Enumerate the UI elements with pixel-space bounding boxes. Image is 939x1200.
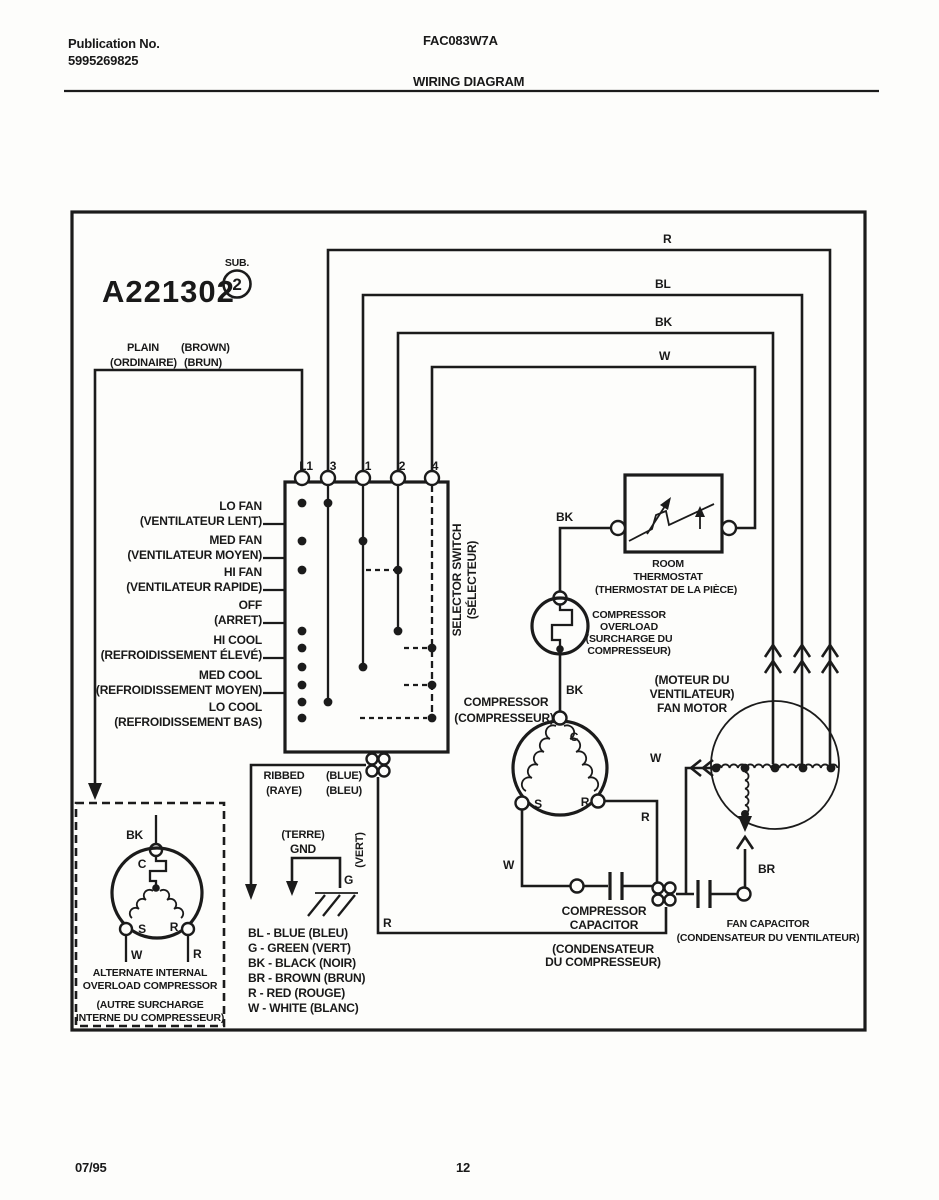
thermostat-arrow-line bbox=[647, 503, 667, 534]
contact-dot bbox=[298, 627, 307, 636]
doc-title: WIRING DIAGRAM bbox=[413, 74, 525, 89]
alternate-label-3: (AUTRE SURCHARGE bbox=[96, 999, 204, 1011]
terminal-label-1: 1 bbox=[364, 459, 372, 473]
arrowhead-plain-wire bbox=[88, 783, 102, 800]
alt-terminal-s-label: S bbox=[138, 922, 146, 936]
fan-capacitor-label-2: (CONDENSATEUR DU VENTILATEUR) bbox=[676, 932, 860, 944]
thermostat-left-terminal bbox=[611, 521, 625, 535]
compressor-c-terminal bbox=[554, 712, 567, 725]
contact-dot bbox=[298, 644, 307, 653]
wire-tag-bk-alt: BK bbox=[126, 828, 143, 842]
room-thermostat-box bbox=[625, 475, 722, 552]
selector-terminal-l1 bbox=[295, 471, 309, 485]
model-number: FAC083W7A bbox=[423, 33, 498, 48]
alternate-label-4: INTERNE DU COMPRESSEUR) bbox=[75, 1012, 225, 1024]
position-off-fr: (ARRET) bbox=[214, 613, 262, 627]
selector-terminal-3 bbox=[321, 471, 335, 485]
wire-tag-bk-thermostat: BK bbox=[556, 510, 573, 524]
comp-capacitor-terminal bbox=[571, 880, 584, 893]
ground-label-fr: (TERRE) bbox=[281, 829, 325, 841]
legend-g: G - GREEN (VERT) bbox=[248, 941, 351, 955]
contact-dot bbox=[298, 537, 307, 546]
contact-dot bbox=[394, 566, 403, 575]
terminal-label-l1: L1 bbox=[299, 459, 313, 473]
alt-junction-dot bbox=[152, 884, 160, 892]
junction-terminal bbox=[367, 754, 378, 765]
legend-bl: BL - BLUE (BLEU) bbox=[248, 926, 348, 940]
wire-tag-r: R bbox=[663, 232, 672, 246]
wire-tag-vert: (VERT) bbox=[354, 832, 366, 868]
footer-date: 07/95 bbox=[75, 1160, 107, 1175]
selector-terminal-4 bbox=[425, 471, 439, 485]
selector-name-fr: (SÉLECTEUR) bbox=[465, 540, 479, 620]
wire-w-motor bbox=[686, 768, 715, 894]
selector-terminal-1 bbox=[356, 471, 370, 485]
winding-tap-dot bbox=[799, 764, 808, 773]
arrowhead-ground-wire bbox=[286, 881, 298, 896]
overload-label-2: OVERLOAD bbox=[600, 621, 658, 633]
contact-dot bbox=[359, 663, 368, 672]
contact-dot bbox=[298, 681, 307, 690]
compressor-s-terminal bbox=[516, 797, 529, 810]
wire-tag-bk: BK bbox=[655, 315, 672, 329]
alternate-label-1: ALTERNATE INTERNAL bbox=[92, 967, 208, 979]
compressor-r-label: R bbox=[580, 795, 590, 809]
selector-terminal-2 bbox=[391, 471, 405, 485]
wire-w-compressor bbox=[522, 810, 570, 886]
blue-label-en: (BLUE) bbox=[325, 770, 363, 782]
wire-tag-w-compressor: W bbox=[503, 858, 515, 872]
ribbed-label-en: RIBBED bbox=[263, 770, 305, 782]
contact-dot bbox=[298, 714, 307, 723]
alt-r-terminal bbox=[182, 923, 194, 935]
junction-terminal bbox=[379, 754, 390, 765]
wire-tag-w: W bbox=[659, 349, 671, 363]
wire-tag-bk-overload: BK bbox=[566, 683, 583, 697]
brown-label-en: (BROWN) bbox=[181, 342, 230, 354]
alt-winding-left bbox=[130, 890, 153, 918]
brown-label-fr: (BRUN) bbox=[184, 357, 222, 369]
position-hifan-en: HI FAN bbox=[223, 565, 262, 579]
wire-tag-w-alt: W bbox=[131, 948, 143, 962]
position-hicool-fr: (REFROIDISSEMENT ÉLEVÉ) bbox=[100, 648, 262, 662]
fan-capacitor-label-1: FAN CAPACITOR bbox=[726, 918, 810, 930]
comp-capacitor-label-1: COMPRESSOR bbox=[561, 904, 647, 918]
legend-w: W - WHITE (BLANC) bbox=[248, 1001, 359, 1015]
position-medcool-en: MED COOL bbox=[198, 668, 262, 682]
fan-motor-label-1: (MOTEUR DU bbox=[654, 673, 730, 687]
position-locool-fr: (REFROIDISSEMENT BAS) bbox=[114, 715, 262, 729]
compressor-label-en: COMPRESSOR bbox=[463, 695, 549, 709]
wire-tag-w-motor: W bbox=[650, 751, 662, 765]
winding-tap-dot bbox=[741, 764, 750, 773]
thermostat-arrowhead bbox=[660, 497, 671, 510]
blue-label-fr: (BLEU) bbox=[325, 785, 363, 797]
alt-overload-symbol bbox=[150, 856, 166, 886]
contact-dot bbox=[324, 499, 333, 508]
arrowhead-ribbed-wire bbox=[245, 884, 257, 900]
junction-terminal bbox=[665, 883, 676, 894]
position-lofan-fr: (VENTILATEUR LENT) bbox=[139, 514, 262, 528]
alt-winding-right bbox=[160, 890, 183, 918]
fan-motor-label-3: FAN MOTOR bbox=[657, 701, 727, 715]
compressor-r-terminal bbox=[592, 795, 605, 808]
footer-page: 12 bbox=[456, 1160, 471, 1175]
diagram-border bbox=[72, 212, 865, 1030]
overload-label-1: COMPRESSOR bbox=[592, 609, 666, 621]
winding-tap-dot bbox=[827, 764, 836, 773]
alt-s-terminal bbox=[120, 923, 132, 935]
contact-dot bbox=[298, 698, 307, 707]
comp-capacitor-label-2: CAPACITOR bbox=[569, 918, 639, 932]
selector-name-en: SELECTOR SWITCH bbox=[450, 523, 464, 637]
plain-label-fr: (ORDINAIRE) bbox=[110, 357, 177, 369]
legend-r: R - RED (ROUGE) bbox=[248, 986, 345, 1000]
overload-label-3: (SURCHARGE DU bbox=[585, 633, 673, 645]
ribbed-label-fr: (RAYE) bbox=[266, 785, 302, 797]
terminal-label-3: 3 bbox=[329, 459, 337, 473]
contact-dot bbox=[298, 663, 307, 672]
alternate-label-2: OVERLOAD COMPRESSOR bbox=[82, 980, 218, 992]
alt-terminal-c-label: C bbox=[137, 857, 147, 871]
position-off-en: OFF bbox=[238, 598, 262, 612]
wire-tag-r-compressor: R bbox=[641, 810, 650, 824]
wire-tag-r-alt: R bbox=[193, 947, 202, 961]
terminal-label-4: 4 bbox=[431, 459, 439, 473]
position-medcool-fr: (REFROIDISSEMENT MOYEN) bbox=[95, 683, 262, 697]
legend-br: BR - BROWN (BRUN) bbox=[248, 971, 366, 985]
position-hicool-en: HI COOL bbox=[213, 633, 262, 647]
junction-terminal bbox=[367, 766, 378, 777]
position-medfan-en: MED FAN bbox=[209, 533, 262, 547]
wire-tag-r-selector: R bbox=[383, 916, 392, 930]
compressor-label-fr: (COMPRESSEUR) bbox=[454, 711, 554, 725]
contact-dot bbox=[428, 681, 437, 690]
contact-dot bbox=[324, 698, 333, 707]
sub-label: SUB. bbox=[224, 257, 250, 269]
publication-label: Publication No. bbox=[68, 36, 160, 51]
terminal-label-2: 2 bbox=[398, 459, 406, 473]
plain-label-en: PLAIN bbox=[127, 342, 160, 354]
thermostat-label-3: (THERMOSTAT DE LA PIÈCE) bbox=[594, 584, 738, 596]
winding-tap-dot bbox=[771, 764, 780, 773]
alt-c-terminal bbox=[150, 844, 162, 856]
junction-terminal bbox=[653, 895, 664, 906]
wire-tag-g: G bbox=[344, 873, 354, 887]
junction-terminal bbox=[653, 883, 664, 894]
junction-terminal bbox=[379, 766, 390, 777]
wire-tag-br: BR bbox=[758, 862, 775, 876]
wire-w bbox=[432, 367, 755, 528]
overload-label-4: COMPRESSEUR) bbox=[587, 645, 671, 657]
contact-dot bbox=[428, 644, 437, 653]
compressor-s-label: S bbox=[534, 797, 542, 811]
thermostat-label-1: ROOM bbox=[652, 558, 684, 570]
chevron-br-wire bbox=[737, 837, 753, 849]
comp-capacitor-label-4: DU COMPRESSEUR) bbox=[545, 955, 661, 969]
publication-number: 5995269825 bbox=[68, 53, 139, 68]
ground-wire bbox=[292, 858, 340, 888]
alternate-compressor-box bbox=[76, 803, 224, 1026]
compressor-c-label: C bbox=[569, 730, 579, 744]
position-lofan-en: LO FAN bbox=[219, 499, 262, 513]
wire-ribbed bbox=[251, 765, 366, 884]
wire-bk-thermostat bbox=[560, 528, 611, 592]
selector-switch-box bbox=[285, 482, 448, 752]
contact-dot bbox=[428, 714, 437, 723]
ground-symbol-icon bbox=[308, 895, 355, 916]
part-number: A221302 bbox=[102, 274, 235, 309]
ground-label-en: GND bbox=[289, 842, 317, 856]
thermostat-right-terminal bbox=[722, 521, 736, 535]
contact-dot bbox=[298, 499, 307, 508]
sub-number: 2 bbox=[232, 275, 242, 294]
legend-bk: BK - BLACK (NOIR) bbox=[248, 956, 356, 970]
overload-symbol bbox=[552, 605, 572, 646]
fan-motor-start-winding bbox=[745, 772, 749, 813]
position-locool-en: LO COOL bbox=[208, 700, 262, 714]
thermostat-label-2: THERMOSTAT bbox=[633, 571, 703, 583]
wire-tag-bl: BL bbox=[655, 277, 671, 291]
comp-capacitor-label-3: (CONDENSATEUR bbox=[552, 942, 654, 956]
contact-dot bbox=[298, 566, 307, 575]
fan-motor-label-2: VENTILATEUR) bbox=[649, 687, 735, 701]
position-medfan-fr: (VENTILATEUR MOYEN) bbox=[127, 548, 262, 562]
contact-dot bbox=[359, 537, 368, 546]
fan-capacitor-terminal bbox=[738, 888, 751, 901]
contact-dot bbox=[394, 627, 403, 636]
position-hifan-fr: (VENTILATEUR RAPIDE) bbox=[126, 580, 262, 594]
alt-terminal-r-label: R bbox=[169, 920, 179, 934]
junction-terminal bbox=[665, 895, 676, 906]
